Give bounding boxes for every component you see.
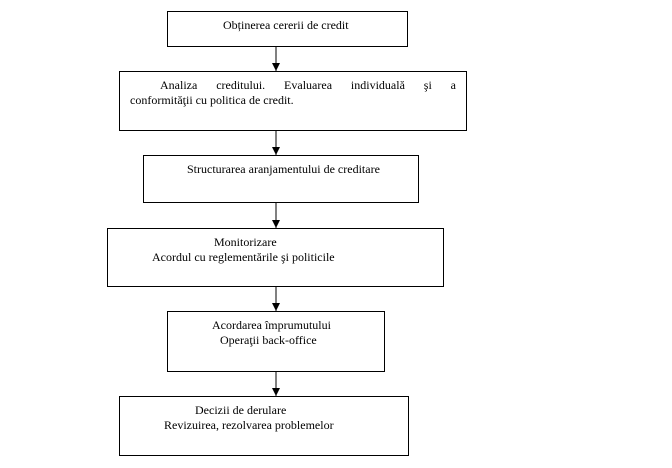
step-box-loan-granting [167, 311, 385, 372]
step-label: Structurarea aranjamentului de creditare [187, 162, 380, 176]
step-subtitle: Revizuirea, rezolvarea problemelor [164, 418, 334, 432]
step-label-continuation: conformităţii cu politica de credit. [130, 93, 294, 107]
step-label: Analiza creditului. Evaluarea individuală şi a [160, 78, 456, 92]
step-title: Monitorizare [214, 235, 277, 249]
arrow-down-icon [272, 63, 280, 71]
arrow-1 [272, 47, 280, 71]
step-subtitle: Operaţii back-office [220, 333, 317, 347]
step-box-follow-up-decisions [119, 396, 409, 456]
step-title: Acordarea împrumutului [212, 318, 331, 332]
step-label: Obținerea cererii de credit [223, 18, 349, 32]
arrow-3 [272, 203, 280, 228]
arrow-4 [272, 287, 280, 311]
step-box-credit-request [167, 11, 408, 47]
arrow-down-icon [272, 388, 280, 396]
step-box-structuring [143, 155, 419, 203]
step-title: Decizii de derulare [195, 403, 287, 417]
arrow-down-icon [272, 147, 280, 155]
arrow-down-icon [272, 220, 280, 228]
step-box-monitoring [107, 228, 444, 287]
step-box-credit-analysis [119, 71, 467, 131]
step-subtitle: Acordul cu reglementările şi politicile [152, 250, 335, 264]
arrow-5 [272, 372, 280, 396]
arrow-down-icon [272, 303, 280, 311]
arrow-2 [272, 131, 280, 155]
